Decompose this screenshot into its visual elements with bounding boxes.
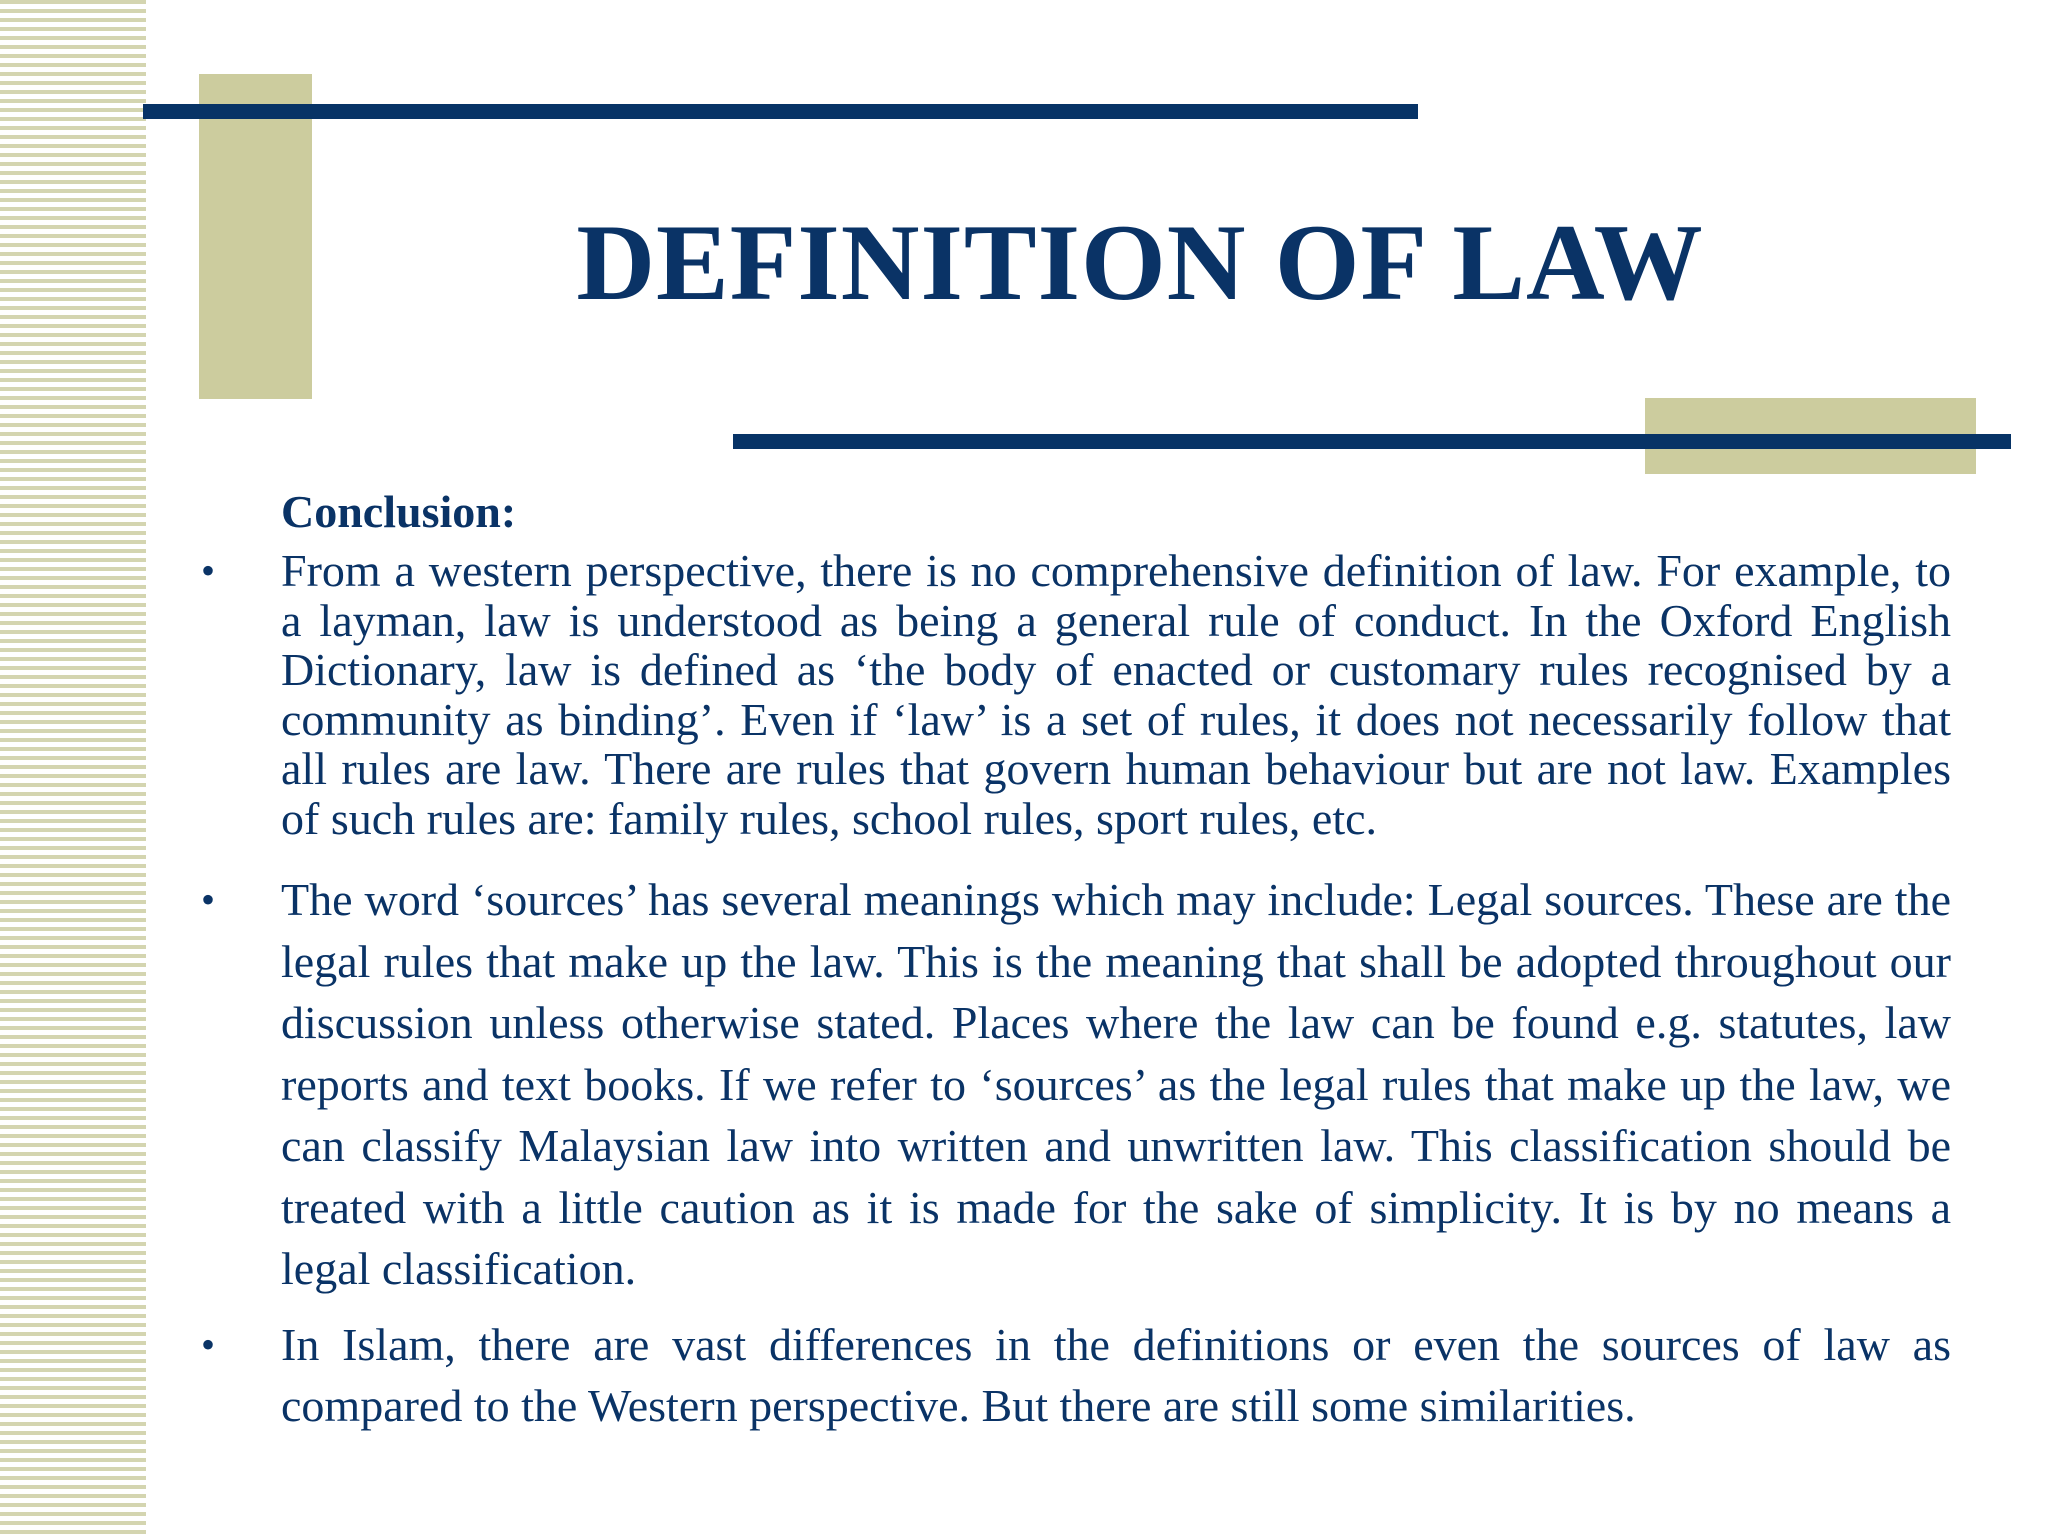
bullet-item bbox=[201, 1314, 1951, 1437]
bullet-text: From a western perspective, there is no comprehensive definition of law. For example, to a layman, law is understood as being a general rule of conduct. In the Oxford English Dictionary, law is defined as ‘the body of enacted or customary rules recognised by a community as binding’. Even if ‘law’ is a set of rules, it does not necessarily follow that all rules are law. There are rules that govern human behaviour but are not law. Examples of such rules are: family rules, school rules, sport rules, etc. bbox=[281, 545, 1951, 844]
bullet-item bbox=[201, 869, 1951, 1300]
bullet-text: In Islam, there are vast differences in the definitions or even the sources of law as compared to the Western perspective. But there are still some similarities. bbox=[281, 1318, 1951, 1431]
slide-title: DEFINITION OF LAW bbox=[576, 202, 1704, 323]
decorative-block-left bbox=[199, 74, 312, 399]
section-heading: Conclusion: bbox=[281, 486, 517, 537]
bullet-icon: • bbox=[201, 548, 216, 593]
bullet-icon: • bbox=[201, 877, 216, 922]
slide-content bbox=[201, 484, 1951, 1437]
bullet-item bbox=[201, 545, 1951, 844]
decorative-bar-bottom bbox=[733, 434, 2011, 449]
bullet-text: The word ‘sources’ has several meanings which may include: Legal sources. These are the legal rules that make up the law. This is the meaning that shall be adopted throughout our discussion unless otherwise stated. Places where the law can be found e.g. statutes, law reports and text books. If we refer to ‘sources’ as the legal rules that make up the law, we can classify Malaysian law into written and unwritten law. This classification should be treated with a little caution as it is made for the sake of simplicity. It is by no means a legal classification. bbox=[281, 874, 1951, 1294]
decorative-stripes bbox=[0, 0, 146, 1536]
bullet-icon: • bbox=[201, 1321, 216, 1367]
decorative-bar-top bbox=[143, 104, 1418, 119]
